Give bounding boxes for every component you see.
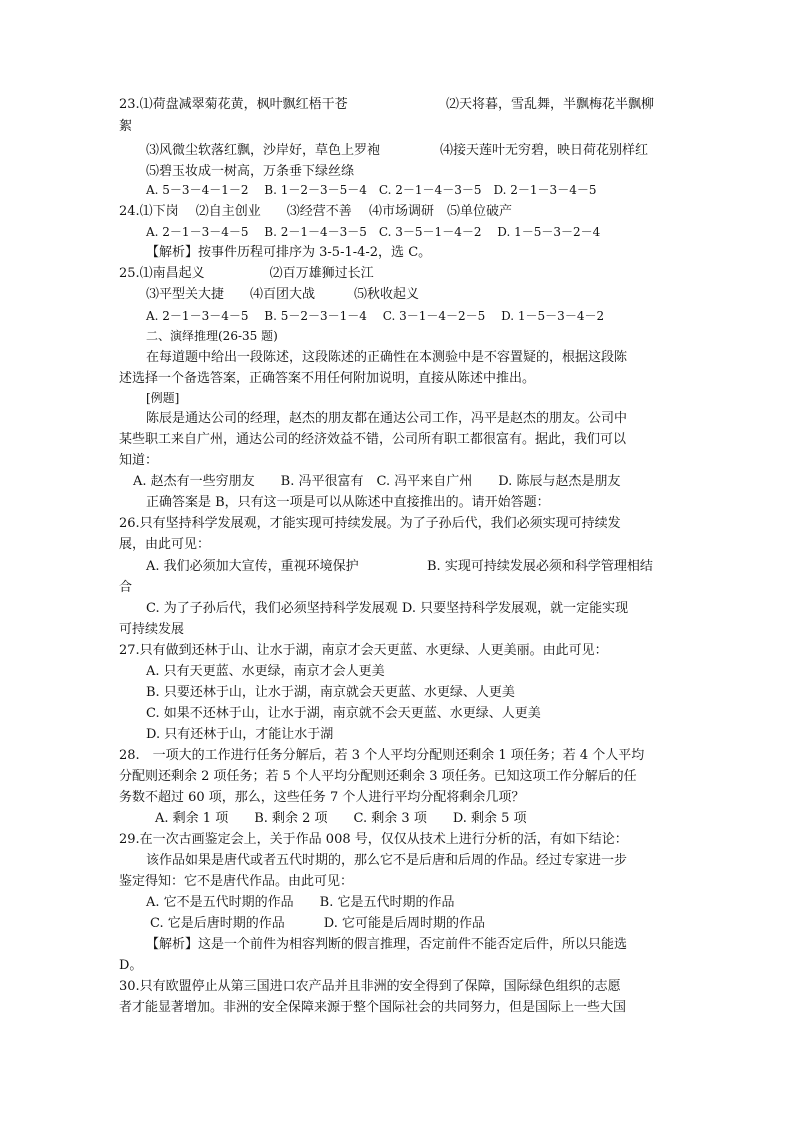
section2-intro-2: 述选择一个备选答案，正确答案不用任何附加说明，直接从陈述中推出。: [119, 371, 536, 386]
example-label: [例题]: [146, 391, 180, 405]
example-answer: 正确答案是 B，只有这一项是可以从陈述中直接推出的。请开始答题：: [146, 495, 550, 510]
q23-item2-cont: 絮: [119, 119, 133, 134]
q26-option-a: A. 我们必须加大宣传，重视环境保护: [146, 559, 359, 574]
q27-option-d: D. 只有还林于山，才能让水于湖: [146, 727, 334, 742]
q23-stem: 23.⑴荷盘减翠菊花黄，枫叶飘红梧干苍: [119, 97, 348, 112]
q30-line1: 30.只有欧盟停止从第三国进口农产品并且非洲的安全得到了保障，国际绿色组织的志愿: [119, 979, 621, 994]
q30-line2: 者才能显著增加。非洲的安全保障来源于整个国际社会的共同努力，但是国际上一些大国: [119, 1000, 627, 1015]
q23-item3: ⑶风微尘软落红飘，沙岸好，草色上罗袍: [146, 143, 381, 158]
q28-line2: 分配则还剩余 2 项任务；若 5 个人平均分配则还剩余 3 项任务。已知这项工作分解后的任: [119, 769, 637, 784]
q27-option-c: C. 如果不还林于山，让水于湖，南京就不会天更蓝、水更绿、人更美: [146, 706, 541, 721]
q26-option-b-cont: 合: [119, 580, 133, 595]
example-options: A. 赵杰有一些穷朋友 B. 冯平很富有 C. 冯平来自广州 D. 陈辰与赵杰是朋友: [133, 474, 621, 489]
q24-analysis: 【解析】按事件历程可排序为 3-5-1-4-2，选 C。: [146, 245, 432, 260]
example-text-1: 陈辰是通达公司的经理，赵杰的朋友都在通达公司工作，冯平是赵杰的朋友。公司中: [146, 411, 628, 426]
q24-stem: 24.⑴下岗 ⑵自主创业 ⑶经营不善 ⑷市场调研 ⑸单位破产: [119, 204, 512, 219]
q23-item5: ⑸碧玉妆成一树高，万条垂下绿丝绦: [146, 164, 355, 179]
q29-body-2: 鉴定得知：它不是唐代作品。由此可见：: [119, 874, 354, 889]
q26-options-cd: C. 为了子孙后代，我们必须坚持科学发展观 D. 只要坚持科学发展观，就一定能实现: [146, 601, 629, 616]
q27-option-a: A. 只有天更蓝、水更绿，南京才会人更美: [146, 664, 385, 679]
q29-options-ab: A. 它不是五代时期的作品 B. 它是五代时期的作品: [146, 895, 455, 910]
q24-options: A. 2－1－3－4－5 B. 2－1－4－3－5 C. 3－5－1－4－2 D. 1－5－3－2－4: [146, 225, 601, 239]
section2-heading: 二、演绎推理(26-35 题): [146, 329, 278, 343]
q25-line1: 25.⑴南昌起义 ⑵百万雄狮过长江: [119, 266, 374, 281]
q28-options: A. 剩余 1 项 B. 剩余 2 项 C. 剩余 3 项 D. 剩余 5 项: [155, 811, 527, 826]
q28-line1: 28. 一项大的工作进行任务分解后，若 3 个人平均分配则还剩余 1 项任务；若 4 个人平均: [119, 748, 645, 763]
q27-option-b: B. 只要还林于山，让水于湖，南京就会天更蓝、水更绿、人更美: [146, 685, 515, 700]
example-text-2: 某些职工来自广州，通达公司的经济效益不错，公司所有职工都很富有。据此，我们可以: [119, 432, 627, 447]
q26-line1: 26.只有坚持科学发展观，才能实现可持续发展。为了子孙后代，我们必须实现可持续发: [119, 516, 621, 531]
q23-item4: ⑷接天莲叶无穷碧，映日荷花别样红: [440, 143, 649, 158]
q29-analysis-2: D。: [119, 958, 143, 973]
q23-options: A. 5－3－4－1－2 B. 1－2－3－5－4 C. 2－1－4－3－5 D. 2－1－3－4－5: [146, 183, 597, 197]
q28-line3: 务数不超过 60 项，那么，这些任务 7 个人进行平均分配将剩余几项？: [119, 790, 525, 805]
q29-body-1: 该作品如果是唐代或者五代时期的，那么它不是后唐和后周的作品。经过专家进一步: [146, 853, 628, 868]
q26-line2: 展，由此可见：: [119, 537, 211, 552]
q25-line2: ⑶平型关大捷 ⑷百团大战 ⑸秋收起义: [146, 287, 420, 302]
example-text-3: 知道：: [119, 453, 159, 468]
q29-stem: 29.在一次古画鉴定会上，关于作品 008 号，仅仅从技术上进行分析的活，有如下结论：: [119, 832, 628, 847]
section2-intro-1: 在每道题中给出一段陈述，这段陈述的正确性在本测验中是不容置疑的，根据这段陈: [146, 350, 628, 365]
q25-options: A. 2－1－3－4－5 B. 5－2－3－1－4 C. 3－1－4－2－5 D. 1－5－3－4－2: [146, 309, 605, 323]
q27-stem: 27.只有做到还林于山、让水于湖，南京才会天更蓝、水更绿、人更美丽。由此可见：: [119, 643, 608, 658]
q26-options-cd-cont: 可持续发展: [119, 622, 185, 637]
q23-item2: ⑵天将暮，雪乱舞，半飘梅花半飘柳: [446, 97, 655, 112]
q29-options-cd: C. 它是后唐时期的作品 D. 它可能是后周时期的作品: [150, 916, 485, 931]
q29-analysis-1: 【解析】这是一个前件为相容判断的假言推理，否定前件不能否定后件，所以只能选: [146, 937, 628, 952]
q26-option-b: B. 实现可持续发展必须和科学管理相结: [427, 559, 653, 574]
